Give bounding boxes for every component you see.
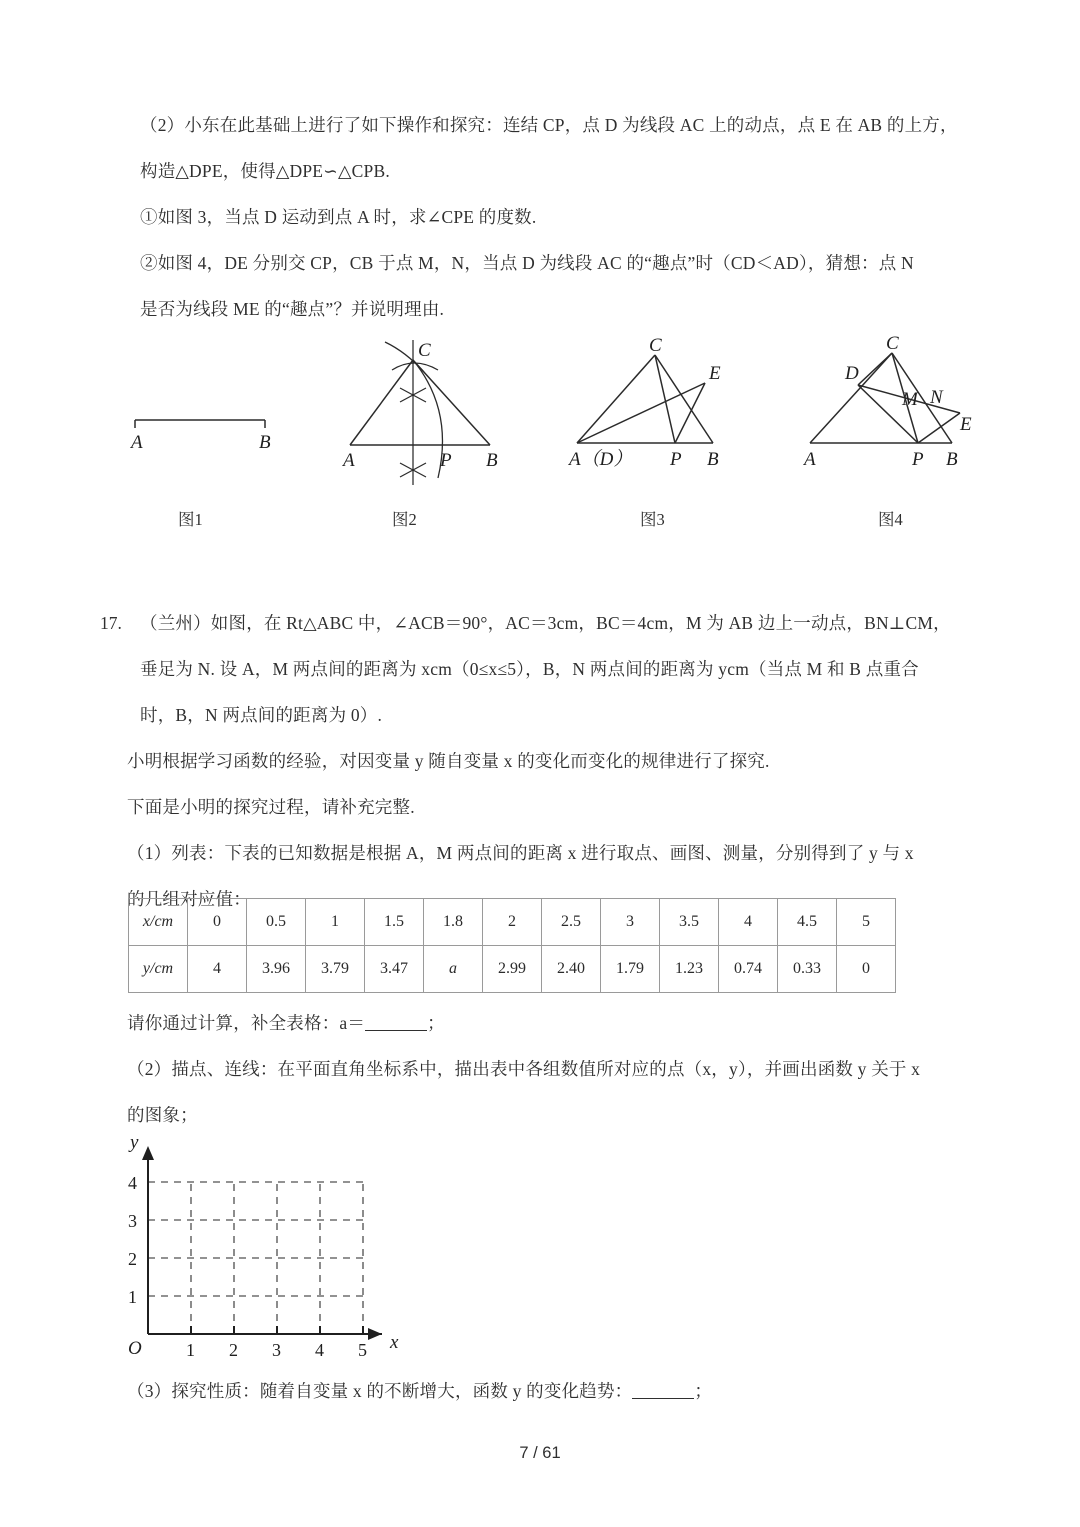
problem-17-line3: 时，B，N 两点间的距离为 0）. xyxy=(140,705,383,725)
figure-2 xyxy=(330,330,530,500)
cell-x-6: 2.5 xyxy=(542,899,601,946)
fig3-label-E: E xyxy=(709,363,721,384)
fill-blank-a-input[interactable] xyxy=(365,1016,427,1031)
fig4-label-B: B xyxy=(946,449,958,470)
figure-3 xyxy=(565,335,755,475)
row-header-y: y/cm xyxy=(129,946,188,993)
cell-x-0: 0 xyxy=(188,899,247,946)
fig1-label-A: A xyxy=(131,432,143,453)
origin-label: O xyxy=(128,1338,142,1359)
cell-x-8: 3.5 xyxy=(660,899,719,946)
y-tick-4: 4 xyxy=(128,1173,137,1193)
data-table xyxy=(128,898,896,993)
cell-y-10: 0.33 xyxy=(778,946,837,993)
problem-17-line6: （1）列表：下表的已知数据是根据 A，M 两点间的距离 x 进行取点、画图、测量，分别得到了 y 与 x xyxy=(127,843,914,863)
fig4-label-E: E xyxy=(960,414,972,435)
x-tick-2: 2 xyxy=(229,1340,238,1360)
cell-x-3: 1.5 xyxy=(365,899,424,946)
cell-y-3: 3.47 xyxy=(365,946,424,993)
fig3-label-B: B xyxy=(707,449,719,470)
cell-x-5: 2 xyxy=(483,899,542,946)
row-header-x: x/cm xyxy=(129,899,188,946)
y-axis-arrow xyxy=(142,1146,154,1160)
paragraph-16-2-line3: ①如图 3，当点 D 运动到点 A 时，求∠CPE 的度数. xyxy=(140,207,537,227)
x-tick-1: 1 xyxy=(186,1340,195,1360)
figure-3-caption: 图3 xyxy=(640,510,665,529)
y-axis-label: y xyxy=(130,1132,139,1153)
cell-x-4: 1.8 xyxy=(424,899,483,946)
table-row-x xyxy=(129,899,896,946)
paragraph-16-2-line5: 是否为线段 ME 的“趣点”？并说明理由. xyxy=(140,299,445,319)
figure-1 xyxy=(125,400,285,470)
fig3-label-C: C xyxy=(649,335,662,356)
cell-y-1: 3.96 xyxy=(247,946,306,993)
fig2-label-B: B xyxy=(486,450,498,471)
fig4-label-A: A xyxy=(804,449,816,470)
y-tick-1: 1 xyxy=(128,1287,137,1307)
figure-4 xyxy=(800,335,990,475)
problem-17-line1: （兰州）如图，在 Rt△ABC 中，∠ACB＝90°，AC＝3cm，BC＝4cm，M 为 AB 边上一动点，BN⊥CM， xyxy=(140,613,951,633)
figure-4-caption: 图4 xyxy=(878,510,903,529)
cell-x-9: 4 xyxy=(719,899,778,946)
fill-blank-a-tail: ； xyxy=(427,1013,445,1033)
problem-17-part3-line xyxy=(127,1368,712,1414)
figure-1-caption: 图1 xyxy=(178,510,203,529)
cell-x-2: 1 xyxy=(306,899,365,946)
fill-blank-a-label: 请你通过计算，补全表格：a＝ xyxy=(127,1013,366,1033)
paragraph-16-2-line1: （2）小东在此基础上进行了如下操作和探究：连结 CP，点 D 为线段 AC 上的动点，点 E 在 AB 的上方， xyxy=(140,115,958,135)
problem-17-line5: 下面是小明的探究过程，请补充完整. xyxy=(127,797,415,817)
y-tick-3: 3 xyxy=(128,1211,137,1231)
part3-tail: ； xyxy=(694,1381,713,1401)
part3-blank-input[interactable] xyxy=(632,1384,694,1399)
x-tick-4: 4 xyxy=(315,1340,324,1360)
problem-17-line2: 垂足为 N. 设 A，M 两点间的距离为 xcm（0≤x≤5），B，N 两点间的距离为 ycm（当点 M 和 B 点重合 xyxy=(140,659,919,679)
fill-blank-a-line xyxy=(127,1000,445,1046)
x-tick-5: 5 xyxy=(358,1340,367,1360)
problem-17-part2-line2: 的图象； xyxy=(127,1105,198,1125)
fig4-label-P: P xyxy=(912,449,924,470)
cell-y-7: 1.79 xyxy=(601,946,660,993)
paragraph-16-2-line2: 构造△DPE，使得△DPE∽△CPB. xyxy=(140,161,390,181)
fig2-label-C: C xyxy=(418,340,431,361)
cell-y-5: 2.99 xyxy=(483,946,542,993)
figure-2-caption: 图2 xyxy=(392,510,417,529)
cell-x-11: 5 xyxy=(837,899,896,946)
fig3-label-P: P xyxy=(670,449,682,470)
fig4-label-M: M xyxy=(902,389,918,410)
cell-x-10: 4.5 xyxy=(778,899,837,946)
cell-y-9: 0.74 xyxy=(719,946,778,993)
fig4-label-N: N xyxy=(930,387,943,408)
part3-label: （3）探究性质：随着自变量 x 的不断增大，函数 y 的变化趋势： xyxy=(127,1381,633,1401)
table-row-y xyxy=(129,946,896,993)
cell-y-2: 3.79 xyxy=(306,946,365,993)
cell-x-1: 0.5 xyxy=(247,899,306,946)
fig3-label-AD: A（D） xyxy=(569,449,633,470)
cell-x-7: 3 xyxy=(601,899,660,946)
cell-y-8: 1.23 xyxy=(660,946,719,993)
cell-y-4-unknown: a xyxy=(424,946,483,993)
fig2-label-P: P xyxy=(440,450,452,471)
x-axis-label: x xyxy=(390,1332,399,1353)
problem-17-line7: 的几组对应值： xyxy=(127,889,251,909)
paragraph-16-2-line4: ②如图 4，DE 分别交 CP，CB 于点 M，N，当点 D 为线段 AC 的“趣点”时（CD＜AD），猜想：点 N xyxy=(140,253,914,273)
cell-y-11: 0 xyxy=(837,946,896,993)
fig1-label-B: B xyxy=(259,432,271,453)
fig4-label-C: C xyxy=(886,333,899,354)
problem-17-part2-line1: （2）描点、连线：在平面直角坐标系中，描出表中各组数值所对应的点（x，y），并画出函数 y 关于 x xyxy=(127,1059,921,1079)
fig2-label-A: A xyxy=(343,450,355,471)
cell-y-6: 2.40 xyxy=(542,946,601,993)
problem-17-number: 17. xyxy=(100,613,122,633)
page-number: 7 / 61 xyxy=(519,1444,561,1462)
y-tick-2: 2 xyxy=(128,1249,137,1269)
coordinate-grid-figure xyxy=(110,1122,410,1367)
x-axis-arrow xyxy=(368,1328,382,1340)
problem-17-line4: 小明根据学习函数的经验，对因变量 y 随自变量 x 的变化而变化的规律进行了探究. xyxy=(127,751,770,771)
cell-y-0: 4 xyxy=(188,946,247,993)
fig4-label-D: D xyxy=(845,363,859,384)
x-tick-3: 3 xyxy=(272,1340,281,1360)
